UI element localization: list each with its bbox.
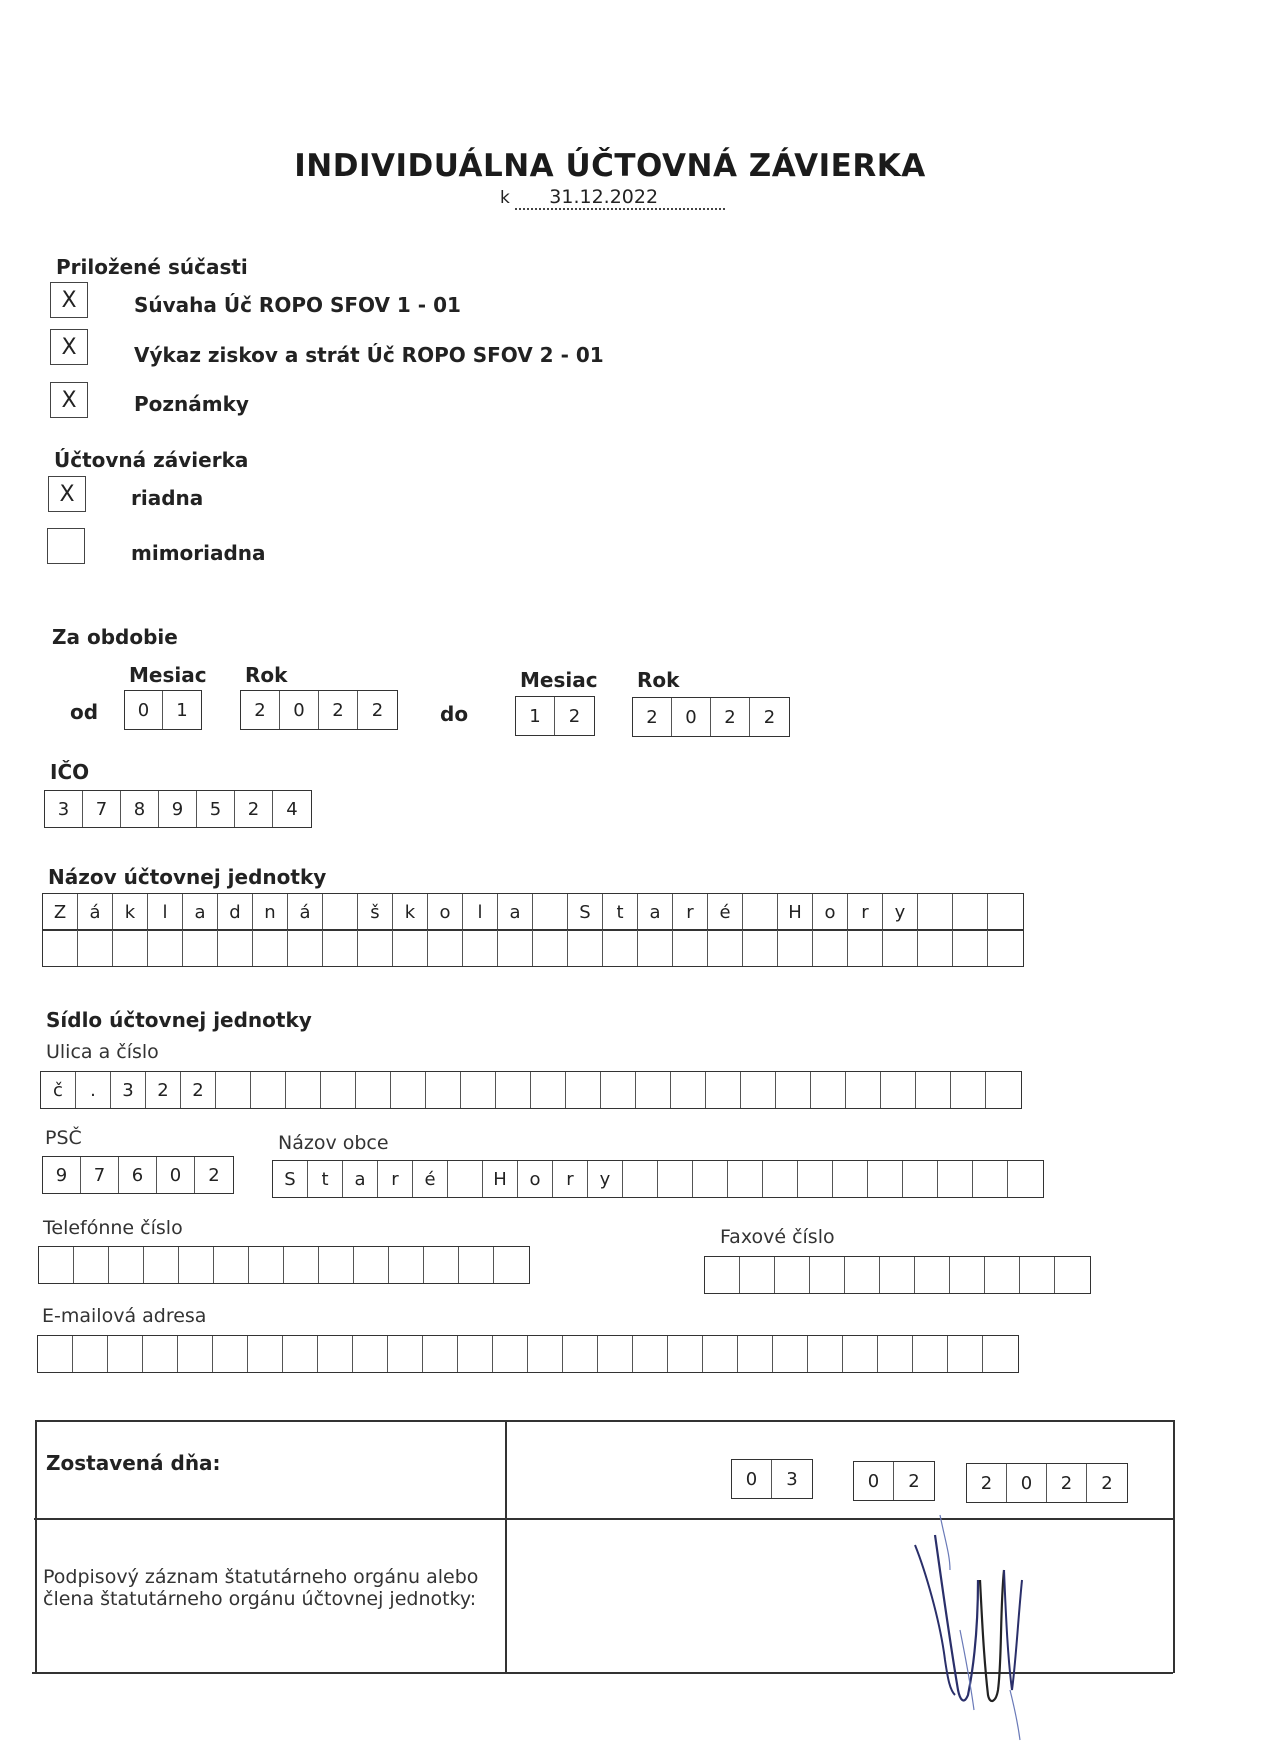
char-cell [388,1336,423,1372]
char-cell [113,930,148,966]
char-cell [494,1247,529,1283]
char-cell [740,1257,775,1293]
compiled-year-field[interactable] [966,1463,1128,1503]
city-field[interactable] [272,1160,1044,1198]
char-cell [358,930,393,966]
char-cell: t [308,1161,343,1197]
char-cell [323,894,358,930]
char-cell: o [428,894,463,930]
char-cell [286,1072,321,1108]
char-cell: 2 [146,1072,181,1108]
document-title: INDIVIDUÁLNA ÚČTOVNÁ ZÁVIERKA [294,148,926,184]
table-border-right [1173,1420,1175,1673]
char-cell [496,1072,531,1108]
compiled-month-field[interactable] [853,1461,935,1501]
char-cell [773,1336,808,1372]
email-field[interactable] [37,1335,1019,1373]
char-cell [179,1247,214,1283]
char-cell [531,1072,566,1108]
digit-cell: 2 [241,691,280,729]
char-cell [883,930,918,966]
char-cell [693,1161,728,1197]
char-cell: a [638,894,673,930]
char-cell [918,894,953,930]
char-cell [533,894,568,930]
char-cell [461,1072,496,1108]
char-cell [498,930,533,966]
street-field[interactable] [40,1071,1022,1109]
char-cell [214,1247,249,1283]
checkbox-regular[interactable]: X [48,476,86,512]
char-cell [108,1336,143,1372]
to-label: do [440,702,469,726]
checkbox-notes[interactable]: X [50,382,88,418]
char-cell: á [78,894,113,930]
digit-cell: 2 [633,698,672,736]
char-cell [38,1336,73,1372]
char-cell [763,1161,798,1197]
email-label: E-mailová adresa [42,1305,207,1327]
digit-cell: 9 [43,1157,81,1193]
digit-cell: 0 [732,1460,772,1498]
char-cell [603,930,638,966]
to-month-field[interactable] [515,696,595,736]
char-cell [986,1072,1021,1108]
digit-cell: 2 [568,705,581,727]
char-cell [78,930,113,966]
char-cell: t [603,894,638,930]
char-cell: a [498,894,533,930]
char-cell: . [76,1072,111,1108]
checkbox-notes-label: Poznámky [134,392,249,416]
char-cell [528,1336,563,1372]
char-cell [284,1247,319,1283]
char-cell: S [568,894,603,930]
digit-cell: 2 [967,1464,1007,1502]
digit-cell: 2 [208,1164,220,1186]
char-cell [953,894,988,930]
char-cell [566,1072,601,1108]
char-cell [916,1072,951,1108]
char-cell [671,1072,706,1108]
char-cell [323,930,358,966]
char-cell [148,930,183,966]
char-cell [918,930,953,966]
checkbox-extraordinary-label: mimoriadna [131,541,266,565]
char-cell [459,1247,494,1283]
checkbox-income-statement-label: Výkaz ziskov a strát Úč ROPO SFOV 2 - 01 [134,343,604,367]
fax-label: Faxové číslo [720,1226,835,1248]
char-cell [915,1257,950,1293]
digit-cell: 3 [786,1468,798,1490]
char-cell [423,1336,458,1372]
char-cell [878,1336,913,1372]
char-cell [218,930,253,966]
from-year-label: Rok [245,663,288,687]
char-cell [706,1072,741,1108]
char-cell: o [813,894,848,930]
entity-name-label: Názov účtovnej jednotky [48,865,327,889]
digit-cell: 9 [159,791,197,827]
char-cell: k [393,894,428,930]
char-cell [988,894,1023,930]
table-border-top [36,1420,1174,1422]
char-cell [848,930,883,966]
char-cell [938,1161,973,1197]
char-cell [808,1336,843,1372]
char-cell [144,1247,179,1283]
char-cell: 3 [111,1072,146,1108]
char-cell [708,930,743,966]
digit-cell: 1 [516,697,555,735]
handwritten-signature [900,1510,1060,1750]
char-cell [601,1072,636,1108]
table-column-divider [505,1420,507,1673]
char-cell: r [553,1161,588,1197]
char-cell [216,1072,251,1108]
char-cell [426,1072,461,1108]
char-cell: l [463,894,498,930]
closing-date [500,188,725,210]
char-cell [74,1247,109,1283]
ico-field[interactable] [44,790,312,828]
digit-cell: 0 [280,691,319,729]
psc-label: PSČ [45,1127,82,1149]
char-cell [448,1161,483,1197]
char-cell [868,1161,903,1197]
digit-cell: 1 [176,699,188,721]
signature-label-line-2: člena štatutárneho orgánu účtovnej jednotky: [43,1588,477,1610]
char-cell [798,1161,833,1197]
char-cell [705,1257,740,1293]
char-cell [988,930,1023,966]
digit-cell: 5 [197,791,235,827]
from-month-field[interactable] [124,690,202,730]
char-cell [353,1336,388,1372]
char-cell [253,930,288,966]
char-cell [563,1336,598,1372]
char-cell: r [673,894,708,930]
checkbox-regular-label: riadna [131,486,204,510]
char-cell [638,930,673,966]
attached-heading: Priložené súčasti [56,255,248,279]
char-cell [318,1336,353,1372]
char-cell: r [378,1161,413,1197]
char-cell [143,1336,178,1372]
digit-cell: 7 [81,1157,119,1193]
phone-field[interactable] [38,1246,530,1284]
digit-cell: 2 [763,706,776,728]
digit-cell: 8 [121,791,159,827]
psc-field[interactable] [42,1156,234,1194]
char-cell [354,1247,389,1283]
char-cell [668,1336,703,1372]
char-cell [568,930,603,966]
char-cell [39,1247,74,1283]
char-cell [743,894,778,930]
digit-cell: 0 [1007,1464,1047,1502]
char-cell [636,1072,671,1108]
digit-cell: 2 [1047,1464,1087,1502]
from-year-field[interactable] [240,690,398,730]
char-cell: y [588,1161,623,1197]
char-cell: a [183,894,218,930]
char-cell [973,1161,1008,1197]
digit-cell: 3 [45,791,83,827]
char-cell: H [778,894,813,930]
char-cell [775,1257,810,1293]
char-cell [319,1247,354,1283]
char-cell [810,1257,845,1293]
checkbox-balance-sheet-label: Súvaha Úč ROPO SFOV 1 - 01 [134,293,461,317]
char-cell [249,1247,284,1283]
char-cell [811,1072,846,1108]
char-cell [321,1072,356,1108]
char-cell [458,1336,493,1372]
char-cell: 2 [181,1072,216,1108]
char-cell: č [41,1072,76,1108]
char-cell [948,1336,983,1372]
char-cell [43,930,78,966]
from-month-label: Mesiac [129,663,207,687]
char-cell [983,1336,1018,1372]
to-month-label: Mesiac [520,668,598,692]
char-cell [673,930,708,966]
char-cell: H [483,1161,518,1197]
digit-cell: 2 [908,1470,920,1492]
char-cell [881,1072,916,1108]
char-cell [623,1161,658,1197]
char-cell [743,930,778,966]
char-cell [843,1336,878,1372]
char-cell [428,930,463,966]
digit-cell: 2 [319,691,358,729]
digit-cell: 0 [854,1462,894,1500]
digit-cell: 4 [286,798,298,820]
digit-cell: 2 [235,791,273,827]
compiled-label: Zostavená dňa: [46,1451,221,1475]
date-value[interactable]: 31.12.2022 [515,188,725,210]
char-cell [283,1336,318,1372]
city-label: Názov obce [278,1132,389,1154]
signature-label [43,1566,478,1610]
char-cell: y [883,894,918,930]
char-cell [424,1247,459,1283]
address-heading: Sídlo účtovnej jednotky [46,1008,312,1032]
char-cell [846,1072,881,1108]
char-cell [741,1072,776,1108]
checkbox-balance-sheet[interactable]: X [50,282,88,318]
char-cell: a [343,1161,378,1197]
char-cell [738,1336,773,1372]
phone-label: Telefónne číslo [43,1217,183,1239]
char-cell [288,930,323,966]
char-cell [251,1072,286,1108]
char-cell [356,1072,391,1108]
digit-cell: 2 [711,698,750,736]
char-cell [833,1161,868,1197]
char-cell [109,1247,144,1283]
char-cell [178,1336,213,1372]
digit-cell: 6 [119,1157,157,1193]
digit-cell: 0 [672,698,711,736]
entity-name-row-1[interactable] [42,893,1024,931]
digit-cell: 0 [157,1157,195,1193]
char-cell [213,1336,248,1372]
char-cell: l [148,894,183,930]
period-heading: Za obdobie [52,625,178,649]
char-cell: é [413,1161,448,1197]
char-cell: k [113,894,148,930]
fax-field[interactable] [704,1256,1091,1294]
char-cell [953,930,988,966]
char-cell [393,930,428,966]
char-cell: Z [43,894,78,930]
char-cell [776,1072,811,1108]
char-cell [1055,1257,1090,1293]
char-cell [845,1257,880,1293]
to-year-field[interactable] [632,697,790,737]
char-cell [728,1161,763,1197]
entity-name-row-2[interactable] [42,929,1024,967]
char-cell [1020,1257,1055,1293]
char-cell [463,930,498,966]
digit-cell: 7 [83,791,121,827]
char-cell: r [848,894,883,930]
digit-cell: 0 [125,691,163,729]
char-cell [493,1336,528,1372]
compiled-day-field[interactable] [731,1459,813,1499]
char-cell: á [288,894,323,930]
char-cell: é [708,894,743,930]
char-cell [248,1336,283,1372]
char-cell [913,1336,948,1372]
digit-cell: 2 [1101,1472,1113,1494]
char-cell: n [253,894,288,930]
char-cell: š [358,894,393,930]
from-label: od [70,700,99,724]
char-cell [391,1072,426,1108]
statement-type-heading: Účtovná závierka [54,448,249,472]
char-cell [389,1247,424,1283]
char-cell [658,1161,693,1197]
char-cell [880,1257,915,1293]
char-cell [951,1072,986,1108]
char-cell: d [218,894,253,930]
date-prefix: k [500,188,510,208]
to-year-label: Rok [637,668,680,692]
ico-label: IČO [50,760,90,784]
char-cell [73,1336,108,1372]
char-cell [778,930,813,966]
char-cell [985,1257,1020,1293]
char-cell [903,1161,938,1197]
char-cell [183,930,218,966]
street-label: Ulica a číslo [46,1041,159,1063]
char-cell [1008,1161,1043,1197]
char-cell: o [518,1161,553,1197]
char-cell [633,1336,668,1372]
char-cell [533,930,568,966]
char-cell [598,1336,633,1372]
char-cell [703,1336,738,1372]
char-cell [950,1257,985,1293]
char-cell [813,930,848,966]
checkbox-extraordinary[interactable] [47,528,85,564]
signature-label-line-1: Podpisový záznam štatutárneho orgánu alebo [43,1566,479,1588]
table-border-left [35,1420,37,1673]
char-cell: S [273,1161,308,1197]
digit-cell: 2 [371,699,384,721]
checkbox-income-statement[interactable]: X [50,329,88,365]
